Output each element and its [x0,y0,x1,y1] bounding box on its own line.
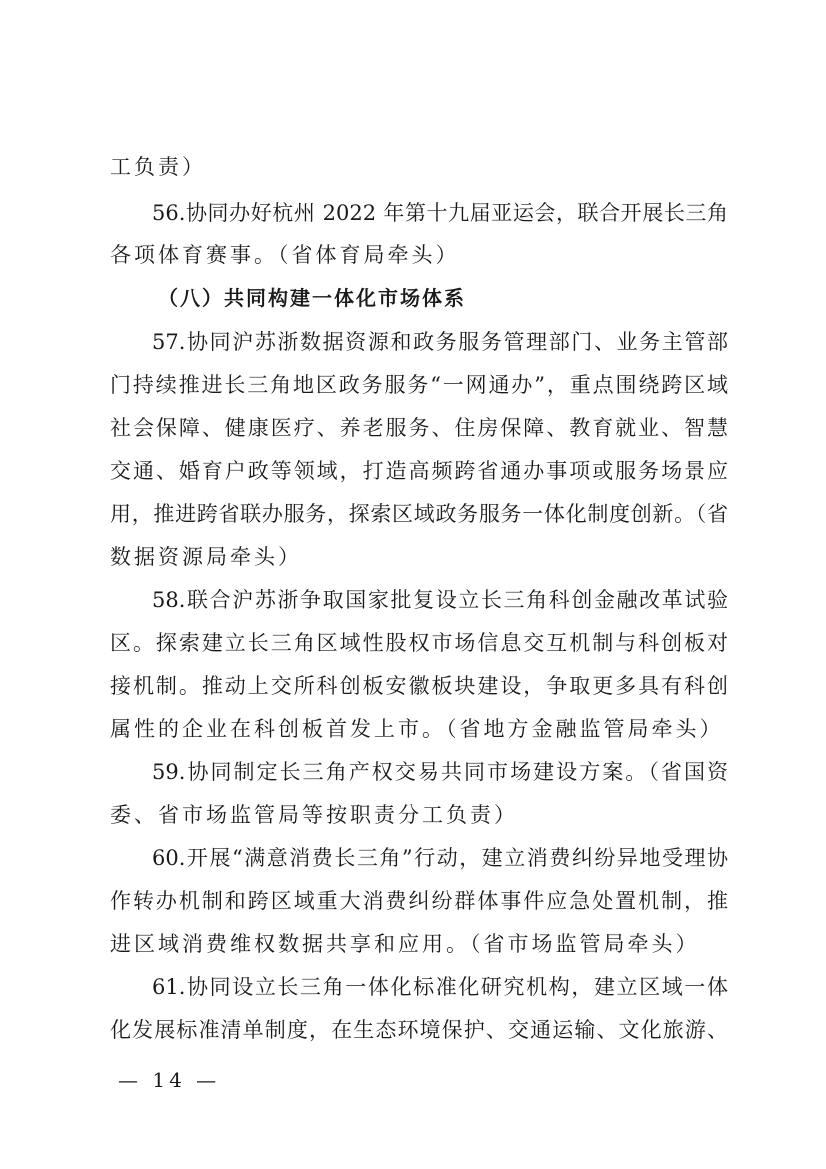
text-line: 进区域消费维权数据共享和应用。（省市场监管局牵头） [110,932,700,956]
item-59-line: 59.协同制定长三角产权交易共同市场建设方案。（省国资 [152,760,728,784]
item-58-line: 58.联合沪苏浙争取国家批复设立长三角科创金融改革试验 [152,588,728,612]
text-line: 社会保障、健康医疗、养老服务、住房保障、教育就业、智慧 [110,416,728,440]
text-line: 接机制。推动上交所科创板安徽板块建设，争取更多具有科创 [110,674,728,698]
text-line: 委、省市场监管局等按职责分工负责） [110,803,518,827]
text-line: 门持续推进长三角地区政务服务“一网通办”，重点围绕跨区域 [110,373,728,397]
text-line: 作转办机制和跨区域重大消费纠纷群体事件应急处置机制，推 [110,889,728,913]
text-line: 交通、婚育户政等领域，打造高频跨省通办事项或服务场景应 [110,459,728,483]
item-60-line: 60.开展“满意消费长三角”行动，建立消费纠纷异地受理协 [152,846,728,870]
item-56-line: 56.协同办好杭州 2022 年第十九届亚运会，联合开展长三角 [152,201,728,225]
text-line: 工负责） [110,155,206,179]
text-line: 区。探索建立长三角区域性股权市场信息交互机制与科创板对 [110,631,728,655]
item-57-line: 57.协同沪苏浙数据资源和政务服务管理部门、业务主管部 [152,330,728,354]
text-line: 化发展标准清单制度，在生态环境保护、交通运输、文化旅游、 [110,1018,728,1042]
text-line: 各项体育赛事。（省体育局牵头） [110,243,460,267]
page-number: — 14 — [118,1068,221,1092]
text-line: 数据资源局牵头） [110,545,302,569]
text-line: 用，推进跨省联办服务，探索区域政务服务一体化制度创新。（省 [110,502,728,526]
section-heading: （八）共同构建一体化市场体系 [158,286,466,310]
item-61-line: 61.协同设立长三角一体化标准化研究机构，建立区域一体 [152,975,728,999]
text-line: 属性的企业在科创板首发上市。（省地方金融监管局牵头） [110,717,724,741]
